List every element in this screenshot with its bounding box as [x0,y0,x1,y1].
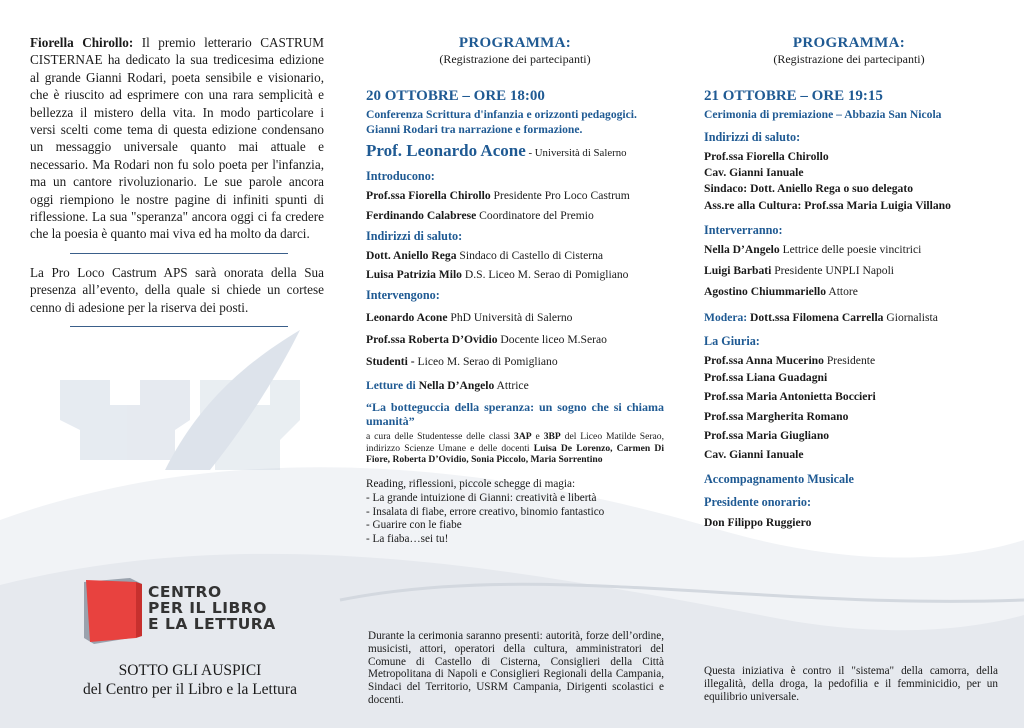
saluto-list [704,149,994,214]
class-name: 3AP [514,431,532,443]
speaker-affiliation: - Università di Salerno [525,147,627,160]
person-name: Don Filippo Ruggiero [704,515,812,529]
program-day1-column [366,0,664,547]
section-presidente: Presidente onorario: [704,495,812,510]
list-item [704,353,994,368]
letture-label: Letture di [366,379,419,393]
letture-line [366,378,664,393]
logo-line: E LA LETTURA [148,615,276,633]
giuria-list [704,368,994,464]
person-name: Dott.ssa Filomena Carrella [750,310,884,324]
person-name: Agostino Chiummariello [704,285,827,299]
conference-title [366,107,664,137]
program-day2-column [704,0,994,530]
section-saluto: Indirizzi di saluto: [704,129,801,144]
person-role: Sindaco di Castello di Cisterna [456,249,604,263]
list-item [366,208,664,223]
list-item [366,248,664,263]
reading-item: - Guarire con le fiabe [366,519,462,532]
person-role: Giornalista [883,310,938,324]
list-item: Prof.ssa Maria Giugliano [704,428,830,442]
logo-text [148,584,276,632]
section-giuria: La Giuria: [704,333,760,348]
invitation-paragraph: La Pro Loco Castrum APS sarà onorata della Sua presenza all’evento, della quale si chiede un cortese cenno di adesione per la riserva dei posti. [30,264,324,315]
list-item [704,263,994,278]
list-item: Sindaco: Dott. Aniello Rega o suo delegato [704,182,914,196]
section-intervengono: Intervengono: [366,288,440,303]
auspici-title: SOTTO GLI AUSPICI [118,662,262,679]
intro-paragraph [30,34,324,243]
date-heading: 21 OTTOBRE – ORE 19:15 [704,88,883,105]
intro-author: Fiorella Chirollo: [30,35,134,50]
list-item [366,267,664,282]
attendees-note: Durante la cerimonia saranno presenti: autorità, forze dell’ordine, musicisti, attori, operatori della cultura, amministratori del Comune di Castello di Cisterna, Consiglieri della Città Metropolitana di Napoli e Consiglieri Regionali della Campania, Sindaci del Territorio, USRM Campania, Dirigenti scolastici e docenti. [368,630,664,706]
credit-text: a cura delle Studentesse delle classi [366,431,515,443]
program-subtitle: (Registrazione dei partecipanti) [439,52,591,67]
person-name: Prof.ssa Anna Mucerino [704,354,824,368]
intro-column [30,34,324,337]
reading-block [366,478,664,547]
logo-line: PER IL LIBRO [148,599,267,617]
conference-line: Conferenza Scrittura d'infanzia e orizzonti pedagogici. [366,107,637,121]
performance-credits [366,431,664,466]
list-item [366,188,664,203]
person-role: Presidente [823,354,876,368]
initiative-note: Questa iniziativa è contro il "sistema" della camorra, della illegalità, della droga, la pedofilia e il femminicidio, per un equilibrio universale. [704,665,998,703]
person-role: Liceo M. Serao di Pomigliano [417,355,558,369]
list-item: Ass.re alla Cultura: Prof.ssa Maria Luigia Villano [704,198,951,212]
person-role: Attore [826,285,858,299]
conference-line: Gianni Rodari tra narrazione e formazione. [366,122,583,136]
list-item: Prof.ssa Fiorella Chirollo [704,150,829,164]
reading-intro: Reading, riflessioni, piccole schegge di magia: [366,478,576,491]
section-interverranno: Interverranno: [704,222,783,237]
credit-text: e [531,431,544,443]
section-saluto: Indirizzi di saluto: [366,228,463,243]
person-name: Studenti - [366,355,418,369]
list-item: Prof.ssa Maria Antonietta Boccieri [704,390,876,404]
person-role: Presidente Pro Loco Castrum [490,189,630,203]
auspici-subtitle: del Centro per il Libro e la Lettura [83,681,297,698]
reading-item: - La grande intuizione di Gianni: creatività e libertà [366,491,597,504]
modera-label: Modera: [704,310,751,324]
reading-item: - Insalata di fiabe, errore creativo, binomio fantastico [366,505,605,518]
person-name: Nella D’Angelo [704,243,780,257]
person-role: Lettrice delle poesie vincitrici [779,243,922,257]
person-role: D.S. Liceo M. Serao di Pomigliano [461,268,629,282]
program-subtitle: (Registrazione dei partecipanti) [773,52,925,67]
list-item: Prof.ssa Margherita Romano [704,409,849,423]
person-name: Luisa Patrizia Milo [366,268,462,282]
auspici-block [40,661,340,699]
person-role: Coordinatore del Premio [476,208,594,222]
list-item: Cav. Gianni Ianuale [704,166,804,180]
main-speaker [366,143,664,161]
person-role: PhD Università di Salerno [447,310,573,324]
divider [70,326,288,327]
date-heading: 20 OTTOBRE – ORE 18:00 [366,88,545,105]
list-item [366,354,664,369]
person-name: Prof.ssa Fiorella Chirollo [366,189,491,203]
list-item: Cav. Gianni Ianuale [704,448,804,462]
castle-watermark [60,330,300,470]
list-item [366,332,664,347]
person-role: Presidente UNPLI Napoli [771,264,895,278]
person-name: Ferdinando Calabrese [366,208,477,222]
class-name: 3BP [543,431,561,443]
list-item [704,242,994,257]
speaker-name: Prof. Leonardo Acone [366,141,526,161]
person-role: Docente liceo M.Serao [497,332,607,346]
credit-text: del Liceo Matilde Serao, indirizzo Scienze Umane e delle docenti [366,431,664,454]
performance-title: “La botteguccia della speranza: un sogno che si chiama umanità” [366,400,664,428]
ceremony-title: Cerimonia di premiazione – Abbazia San Nicola [704,107,942,121]
person-name: Luigi Barbati [704,264,772,278]
program-title: PROGRAMMA: [458,35,572,51]
person-name: Leonardo Acone [366,310,448,324]
intro-text: Il premio letterario CASTRUM CISTERNAE ha dedicato la sua tredicesima edizione al grande Gianni Rodari, poeta sensibile e visionario, che è riuscito ad esprimere con una rara semplicità e bellezza il mistero della vita. In modo particolare i versi scelti come tema di questa edizione condensano un messaggio universale quanto mai attuale e necessario. Ma Rodari non fu solo poeta per l'infanzia, ma un cantore rivoluzionario. Le sue parole ancora oggi riempiono le nostre pagine di infiniti spunti di riflessione. La sua "speranza" ancora oggi ci fa credere che la poesia è quanto mai viva ed ha molto da darci. [30,35,324,242]
person-role: Attrice [494,379,529,393]
list-item [704,284,994,299]
list-item: Prof.ssa Liana Guadagni [704,371,828,385]
section-musica: Accompagnamento Musicale [704,472,854,487]
list-item [366,310,664,325]
section-introducono: Introducono: [366,169,435,184]
program-title: PROGRAMMA: [792,35,906,51]
teacher-names: Luisa De Lorenzo, Carmen Di Fiore, Roberta D’Ovidio, Sonia Piccolo, Maria Sorrentino [366,442,665,466]
modera-line [704,310,994,325]
reading-item: - La fiaba…sei tu! [366,533,449,546]
person-name: Prof.ssa Roberta D’Ovidio [366,332,498,346]
logo-line: CENTRO [148,583,222,601]
divider [70,253,288,254]
person-name: Nella D’Angelo [418,379,495,393]
person-name: Dott. Aniello Rega [366,249,457,263]
